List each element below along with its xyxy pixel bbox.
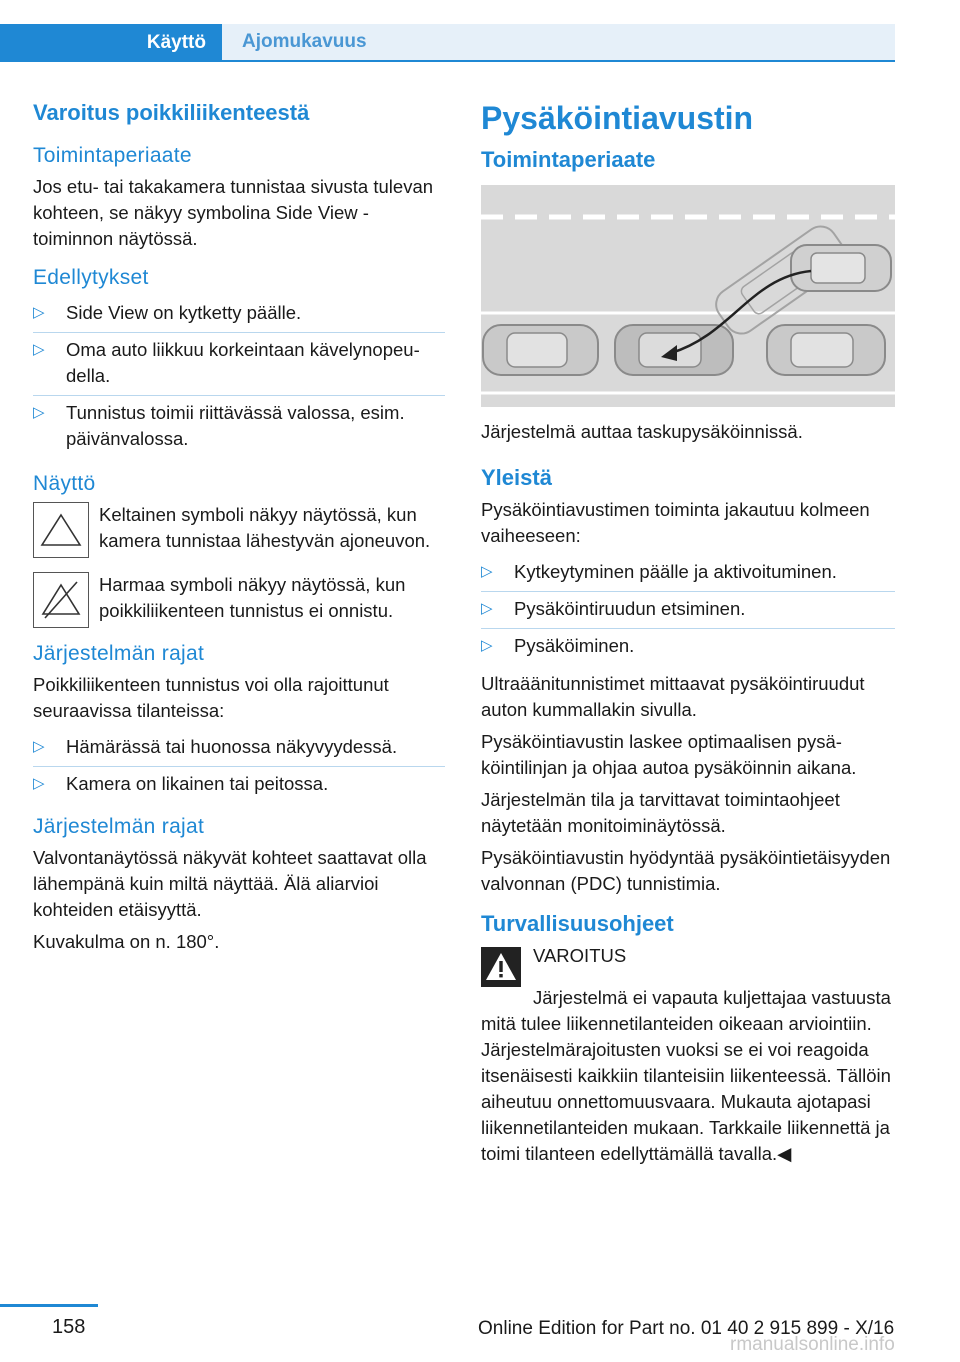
section-principle <box>33 144 445 252</box>
tab-ajomukavuus[interactable] <box>222 24 895 60</box>
list-item-text: Oma auto liikkuu korkeintaan kävelynopeudella. <box>66 339 420 386</box>
general-p4: Pysäköintiavustin hyödyntää pysäköintietäisyyden valvonnan (PDC) tunnistimia. <box>481 847 891 894</box>
list-item-text: Pysäköintiruudun etsiminen. <box>514 598 746 619</box>
cross-traffic-warning-icon <box>33 502 89 558</box>
page-number: 158 <box>52 1316 86 1338</box>
list-item <box>33 730 445 767</box>
triangle-right-icon: ▷ <box>33 404 45 421</box>
list-item <box>33 396 445 458</box>
heading-limits-1: Järjestelmän rajat <box>33 642 205 665</box>
section-requirements <box>33 266 445 458</box>
heading-right-principle: Toimintaperiaate <box>481 147 656 172</box>
parking-illustration <box>481 185 895 407</box>
tab-kaytto[interactable] <box>0 24 222 62</box>
section-display <box>33 472 445 628</box>
warning-label: VAROITUS <box>533 945 627 966</box>
general-p3: Järjestelmän tila ja tarvittavat toimintaohjeet näytetään monitoiminäytössä. <box>481 789 840 836</box>
page-header <box>0 24 895 62</box>
right-column <box>481 100 895 1179</box>
list-item-text: Side View on kytketty päälle. <box>66 302 302 323</box>
triangle-right-icon: ▷ <box>481 600 493 617</box>
section-safety <box>481 911 895 1167</box>
watermark: rmanualsonline.info <box>730 1334 895 1355</box>
tab-kaytto-label: Käyttö <box>146 32 206 53</box>
section-limits-2 <box>33 815 445 955</box>
left-column <box>33 100 445 967</box>
section-title-parking: Pysäköintiavustin <box>481 100 754 136</box>
phases-list <box>481 555 895 665</box>
heading-display: Näyttö <box>33 472 96 495</box>
requirements-list <box>33 296 445 458</box>
gray-symbol-text: Harmaa symboli näkyy näytössä, kun poikkiliikenteen tunnistus ei onnistu. <box>99 574 406 621</box>
list-item-text: Kamera on likainen tai peitossa. <box>66 773 329 794</box>
footer-line <box>0 1304 98 1307</box>
list-item <box>33 296 445 333</box>
list-item <box>481 592 895 629</box>
warning-block <box>481 943 895 987</box>
list-item-text: Hämärässä tai huonossa näkyvyydessä. <box>66 736 398 757</box>
triangle-right-icon: ▷ <box>33 304 45 321</box>
triangle-right-icon: ▷ <box>481 563 493 580</box>
limits-2-text-1: Valvontanäytössä näkyvät kohteet saattavat olla lähempänä kuin miltä näyttää. Älä aliarvioi kohteiden etäisyyttä. <box>33 847 427 920</box>
heading-requirements: Edellytykset <box>33 266 149 289</box>
heading-safety: Turvallisuusohjeet <box>481 911 674 936</box>
list-item <box>481 629 895 665</box>
triangle-right-icon: ▷ <box>33 775 45 792</box>
principle-text: Jos etu- tai takakamera tunnistaa sivusta tulevan kohteen, se näkyy symbolina Side View -toiminnon näytössä. <box>33 176 434 249</box>
yellow-symbol-text: Keltainen symboli näkyy näytössä, kun kamera tunnistaa lähestyvän ajoneuvon. <box>99 504 431 551</box>
heading-limits-2: Järjestelmän rajat <box>33 815 205 838</box>
triangle-right-icon: ▷ <box>481 637 493 654</box>
limits-2-text-2: Kuvakulma on n. 180°. <box>33 931 220 952</box>
list-item-text: Kytkeytyminen päälle ja aktivoituminen. <box>514 561 837 582</box>
section-general <box>481 465 895 897</box>
general-p1: Ultraäänitunnistimet mittaavat pysäköintiruudut auton kummallakin sivulla. <box>481 673 865 720</box>
limits-list <box>33 730 445 803</box>
triangle-right-icon: ▷ <box>33 738 45 755</box>
edition-text: Online Edition for Part no. 01 40 2 915 899 - X/16 <box>478 1318 895 1339</box>
figure-caption: Järjestelmä auttaa taskupysäköinnissä. <box>481 421 803 442</box>
warning-text: Järjestelmä ei vapauta kuljettajaa vastuusta mitä tulee liikennetilanteiden oikeaan arviointiin. Järjestelmärajoitusten vuoksi se ei voi reagoida itsenäisesti kaikkiin tilanteisiin liikenteessä. Tällöin aiheutuu onnettomuusvaara. Mukauta ajotapasi liikennetilanteiden mukaan. Tarkkaile liikennettä ja toimi tilanteen edellyttämällä tavalla.◀ <box>481 987 891 1164</box>
list-item-text: Tunnistus toimii riittävässä valossa, esim. päivänvalossa. <box>66 402 405 449</box>
list-item <box>33 333 445 396</box>
yellow-symbol-row <box>33 502 445 558</box>
list-item <box>481 555 895 592</box>
tab-underline <box>222 60 895 62</box>
warning-triangle-icon <box>481 947 521 987</box>
list-item-text: Pysäköiminen. <box>514 635 635 656</box>
heading-general: Yleistä <box>481 465 552 490</box>
triangle-right-icon: ▷ <box>33 341 45 358</box>
general-text: Pysäköintiavustimen toiminta jakautuu kolmeen vaiheeseen: <box>481 499 870 546</box>
gray-symbol-row <box>33 572 445 628</box>
tab-ajomukavuus-label: Ajomukavuus <box>242 31 367 52</box>
limits-1-text: Poikkiliikenteen tunnistus voi olla rajoittunut seuraavissa tilanteissa: <box>33 674 389 721</box>
section-title-cross-traffic: Varoitus poikkiliikenteestä <box>33 100 310 125</box>
list-item <box>33 767 445 803</box>
section-limits-1 <box>33 642 445 803</box>
general-p2: Pysäköintiavustin laskee optimaalisen pysäköintilinjan ja ohjaa autoa pysäköinnin aikana. <box>481 731 857 778</box>
heading-principle: Toimintaperiaate <box>33 144 192 167</box>
cross-traffic-unavailable-icon <box>33 572 89 628</box>
